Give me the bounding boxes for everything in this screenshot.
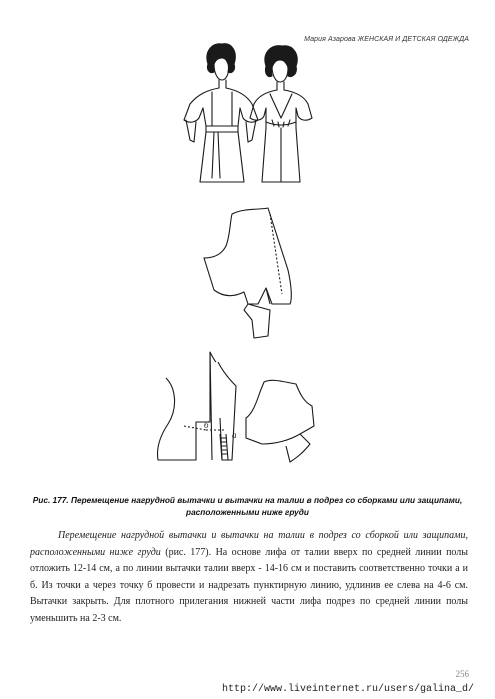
header-author: Мария Азарова [304,36,356,43]
label-point-a: a [232,430,237,440]
header-book-title: ЖЕНСКАЯ И ДЕТСКАЯ ОДЕЖДА [357,36,469,43]
body-text: (рис. 177). На основе лифа от талии вверх по средней линии полы отложить 12-14 см, а по линии вытачки талии вверх - 14-16 см и поставить соответственно точки а и б. Из точки а через точку б провести и надрезать пунктирную линию, удлинив ее слева на 4-6 см. Вытачки закрыть. Для плотного прилегания нижней части лифа подрез по средней линии полы уменьшить на 2-3 см. [30,546,468,624]
body-paragraph [30,528,468,628]
label-point-b: б [204,420,209,430]
caption-line-2: расположенными ниже груди [186,507,309,517]
body-italic-lead: Перемещение нагрудной вытачки и вытачки на талии в подрез со сборкой или защипами, расположенными ниже груди [30,530,468,558]
bodice-pattern-bottom [0,348,495,488]
page-number: 256 [455,669,469,679]
figure-caption [30,494,465,518]
source-url[interactable]: http://www.liveinternet.ru/users/galina_d/ [222,684,475,695]
bodice-pattern-top [0,200,495,360]
caption-line-1: Рис. 177. Перемещение нагрудной вытачки и вытачки на талии в подрез со сборками или защипами, [32,495,463,505]
fashion-figures-illustration [0,0,495,200]
